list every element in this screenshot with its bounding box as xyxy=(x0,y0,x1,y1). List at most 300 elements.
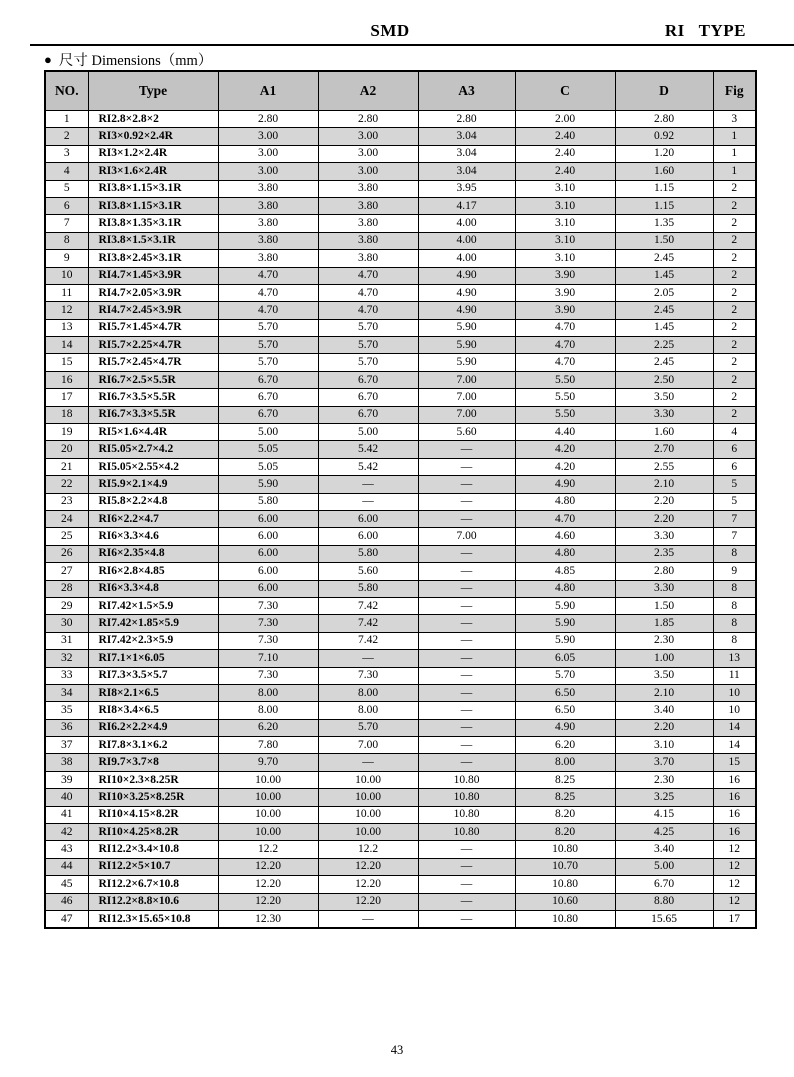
d-cell: 3.50 xyxy=(615,389,713,406)
type-cell: RI6.7×2.5×5.5R xyxy=(88,371,218,388)
d-cell: 2.45 xyxy=(615,250,713,267)
fig-cell: 2 xyxy=(713,267,756,284)
a3-cell: 4.17 xyxy=(418,197,515,214)
a2-cell: 10.00 xyxy=(318,771,418,788)
d-cell: 2.30 xyxy=(615,771,713,788)
no-cell: 9 xyxy=(45,250,88,267)
c-cell: 6.20 xyxy=(515,737,615,754)
no-cell: 20 xyxy=(45,441,88,458)
type-cell: RI6×2.8×4.85 xyxy=(88,563,218,580)
a2-cell: 5.70 xyxy=(318,354,418,371)
type-cell: RI5.7×1.45×4.7R xyxy=(88,319,218,336)
d-cell: 2.45 xyxy=(615,302,713,319)
no-cell: 17 xyxy=(45,389,88,406)
no-cell: 34 xyxy=(45,684,88,701)
a1-cell: 7.30 xyxy=(218,615,318,632)
fig-cell: 2 xyxy=(713,232,756,249)
fig-cell: 4 xyxy=(713,424,756,441)
table-row xyxy=(45,893,756,910)
table-row xyxy=(45,806,756,823)
d-cell: 1.45 xyxy=(615,319,713,336)
a1-cell: 3.00 xyxy=(218,163,318,180)
a1-cell: 7.30 xyxy=(218,667,318,684)
a2-cell: 3.80 xyxy=(318,215,418,232)
a1-cell: 9.70 xyxy=(218,754,318,771)
no-cell: 15 xyxy=(45,354,88,371)
no-cell: 10 xyxy=(45,267,88,284)
table-row xyxy=(45,510,756,527)
c-cell: 5.90 xyxy=(515,632,615,649)
a1-cell: 3.80 xyxy=(218,232,318,249)
type-cell: RI8×2.1×6.5 xyxy=(88,684,218,701)
type-cell: RI4.7×1.45×3.9R xyxy=(88,267,218,284)
doc-title-smd: SMD xyxy=(370,21,410,40)
d-cell: 8.80 xyxy=(615,893,713,910)
table-row xyxy=(45,858,756,875)
a3-cell: 7.00 xyxy=(418,406,515,423)
type-cell: RI5×1.6×4.4R xyxy=(88,424,218,441)
a1-cell: 6.00 xyxy=(218,580,318,597)
d-cell: 3.40 xyxy=(615,841,713,858)
type-cell: RI3.8×1.35×3.1R xyxy=(88,215,218,232)
c-cell: 3.90 xyxy=(515,267,615,284)
type-cell: RI6×3.3×4.8 xyxy=(88,580,218,597)
table-row xyxy=(45,406,756,423)
c-cell: 3.10 xyxy=(515,250,615,267)
a2-cell: 4.70 xyxy=(318,267,418,284)
a1-cell: 7.30 xyxy=(218,597,318,614)
fig-cell: 16 xyxy=(713,824,756,841)
a2-cell: — xyxy=(318,910,418,928)
a1-cell: 5.00 xyxy=(218,424,318,441)
a2-cell: 7.30 xyxy=(318,667,418,684)
a2-cell: — xyxy=(318,476,418,493)
table-row xyxy=(45,650,756,667)
c-cell: 3.10 xyxy=(515,180,615,197)
page-number: 43 xyxy=(390,1043,404,1057)
type-cell: RI12.2×6.7×10.8 xyxy=(88,876,218,893)
c-cell: 5.70 xyxy=(515,667,615,684)
type-cell: RI7.8×3.1×6.2 xyxy=(88,737,218,754)
fig-cell: 9 xyxy=(713,563,756,580)
a1-cell: 5.70 xyxy=(218,319,318,336)
table-row xyxy=(45,789,756,806)
d-cell: 1.45 xyxy=(615,267,713,284)
no-cell: 1 xyxy=(45,111,88,128)
table-row xyxy=(45,197,756,214)
c-cell: 6.50 xyxy=(515,684,615,701)
a3-cell: 10.80 xyxy=(418,806,515,823)
a2-cell: 5.70 xyxy=(318,319,418,336)
a3-cell: 10.80 xyxy=(418,789,515,806)
c-cell: 4.20 xyxy=(515,441,615,458)
table-row xyxy=(45,910,756,928)
fig-cell: 2 xyxy=(713,302,756,319)
fig-cell: 2 xyxy=(713,319,756,336)
table-row xyxy=(45,250,756,267)
a3-cell: — xyxy=(418,702,515,719)
table-row xyxy=(45,876,756,893)
type-cell: RI5.05×2.55×4.2 xyxy=(88,458,218,475)
d-cell: 1.20 xyxy=(615,145,713,162)
table-row xyxy=(45,163,756,180)
a1-cell: 5.05 xyxy=(218,458,318,475)
c-cell: 8.20 xyxy=(515,806,615,823)
a1-cell: 12.20 xyxy=(218,858,318,875)
table-row xyxy=(45,284,756,301)
type-cell: RI3.8×1.5×3.1R xyxy=(88,232,218,249)
fig-cell: 8 xyxy=(713,597,756,614)
type-cell: RI12.2×5×10.7 xyxy=(88,858,218,875)
no-cell: 21 xyxy=(45,458,88,475)
type-cell: RI7.42×1.5×5.9 xyxy=(88,597,218,614)
no-cell: 42 xyxy=(45,824,88,841)
type-cell: RI7.1×1×6.05 xyxy=(88,650,218,667)
a2-cell: 5.42 xyxy=(318,458,418,475)
d-cell: 4.15 xyxy=(615,806,713,823)
no-cell: 45 xyxy=(45,876,88,893)
a2-cell: 4.70 xyxy=(318,284,418,301)
fig-cell: 2 xyxy=(713,197,756,214)
table-row xyxy=(45,319,756,336)
a3-cell: 5.90 xyxy=(418,337,515,354)
type-cell: RI3.8×1.15×3.1R xyxy=(88,180,218,197)
c-cell: 4.80 xyxy=(515,493,615,510)
d-cell: 6.70 xyxy=(615,876,713,893)
c-cell: 5.50 xyxy=(515,371,615,388)
d-cell: 3.30 xyxy=(615,406,713,423)
a2-cell: 7.42 xyxy=(318,632,418,649)
type-cell: RI5.7×2.25×4.7R xyxy=(88,337,218,354)
table-row xyxy=(45,667,756,684)
no-cell: 6 xyxy=(45,197,88,214)
a2-cell: 3.80 xyxy=(318,250,418,267)
d-cell: 2.55 xyxy=(615,458,713,475)
table-row xyxy=(45,771,756,788)
type-cell: RI5.9×2.1×4.9 xyxy=(88,476,218,493)
type-cell: RI12.2×3.4×10.8 xyxy=(88,841,218,858)
c-cell: 4.80 xyxy=(515,545,615,562)
a2-cell: 3.80 xyxy=(318,197,418,214)
a1-cell: 12.30 xyxy=(218,910,318,928)
type-cell: RI7.42×1.85×5.9 xyxy=(88,615,218,632)
a2-cell: 12.20 xyxy=(318,858,418,875)
table-row xyxy=(45,597,756,614)
dimensions-table xyxy=(44,70,757,929)
c-cell: 4.80 xyxy=(515,580,615,597)
type-cell: RI5.8×2.2×4.8 xyxy=(88,493,218,510)
d-cell: 5.00 xyxy=(615,858,713,875)
d-cell: 4.25 xyxy=(615,824,713,841)
fig-cell: 2 xyxy=(713,389,756,406)
type-cell: RI12.3×15.65×10.8 xyxy=(88,910,218,928)
c-cell: 4.20 xyxy=(515,458,615,475)
a2-cell: 8.00 xyxy=(318,702,418,719)
c-cell: 10.80 xyxy=(515,841,615,858)
a1-cell: 5.80 xyxy=(218,493,318,510)
a3-cell: 3.04 xyxy=(418,163,515,180)
a2-cell: 3.00 xyxy=(318,145,418,162)
fig-cell: 2 xyxy=(713,250,756,267)
type-cell: RI6×3.3×4.6 xyxy=(88,528,218,545)
type-cell: RI6.7×3.3×5.5R xyxy=(88,406,218,423)
c-cell: 4.40 xyxy=(515,424,615,441)
a3-cell: 3.04 xyxy=(418,145,515,162)
d-cell: 2.25 xyxy=(615,337,713,354)
table-row xyxy=(45,702,756,719)
no-cell: 30 xyxy=(45,615,88,632)
a3-cell: 5.60 xyxy=(418,424,515,441)
table-row xyxy=(45,632,756,649)
a3-cell: — xyxy=(418,667,515,684)
fig-cell: 6 xyxy=(713,441,756,458)
a3-cell: — xyxy=(418,476,515,493)
c-cell: 3.10 xyxy=(515,232,615,249)
a1-cell: 6.20 xyxy=(218,719,318,736)
c-cell: 4.85 xyxy=(515,563,615,580)
no-cell: 26 xyxy=(45,545,88,562)
c-cell: 4.70 xyxy=(515,510,615,527)
type-cell: RI3.8×2.45×3.1R xyxy=(88,250,218,267)
fig-cell: 7 xyxy=(713,528,756,545)
a3-cell: — xyxy=(418,719,515,736)
a1-cell: 3.80 xyxy=(218,180,318,197)
a2-cell: 6.00 xyxy=(318,510,418,527)
a3-cell: — xyxy=(418,615,515,632)
d-cell: 2.10 xyxy=(615,684,713,701)
a1-cell: 3.80 xyxy=(218,250,318,267)
no-cell: 47 xyxy=(45,910,88,928)
c-cell: 3.10 xyxy=(515,215,615,232)
c-cell: 8.25 xyxy=(515,771,615,788)
d-cell: 2.35 xyxy=(615,545,713,562)
fig-cell: 5 xyxy=(713,476,756,493)
section-heading xyxy=(44,49,212,70)
c-cell: 10.80 xyxy=(515,876,615,893)
fig-cell: 1 xyxy=(713,145,756,162)
fig-cell: 16 xyxy=(713,806,756,823)
c-cell: 10.70 xyxy=(515,858,615,875)
table-row xyxy=(45,389,756,406)
d-cell: 1.15 xyxy=(615,180,713,197)
a3-cell: — xyxy=(418,580,515,597)
a3-cell: 2.80 xyxy=(418,111,515,128)
table-header-row xyxy=(45,71,756,111)
a1-cell: 7.80 xyxy=(218,737,318,754)
fig-cell: 10 xyxy=(713,684,756,701)
type-cell: RI5.7×2.45×4.7R xyxy=(88,354,218,371)
a2-cell: — xyxy=(318,650,418,667)
a3-cell: — xyxy=(418,650,515,667)
table-row xyxy=(45,267,756,284)
a3-cell: — xyxy=(418,737,515,754)
a1-cell: 10.00 xyxy=(218,789,318,806)
table-row xyxy=(45,111,756,128)
d-cell: 2.20 xyxy=(615,493,713,510)
a2-cell: 3.80 xyxy=(318,232,418,249)
type-cell: RI4.7×2.05×3.9R xyxy=(88,284,218,301)
c-cell: 2.00 xyxy=(515,111,615,128)
a2-cell: 7.42 xyxy=(318,597,418,614)
a2-cell: 6.70 xyxy=(318,389,418,406)
no-cell: 27 xyxy=(45,563,88,580)
a2-cell: 3.00 xyxy=(318,163,418,180)
table-row xyxy=(45,684,756,701)
no-cell: 5 xyxy=(45,180,88,197)
a1-cell: 5.70 xyxy=(218,337,318,354)
c-cell: 4.60 xyxy=(515,528,615,545)
table-row xyxy=(45,841,756,858)
a1-cell: 4.70 xyxy=(218,302,318,319)
c-cell: 4.70 xyxy=(515,337,615,354)
a1-cell: 6.00 xyxy=(218,528,318,545)
type-cell: RI3.8×1.15×3.1R xyxy=(88,197,218,214)
d-cell: 1.50 xyxy=(615,597,713,614)
fig-cell: 10 xyxy=(713,702,756,719)
a1-cell: 6.70 xyxy=(218,389,318,406)
c-cell: 8.25 xyxy=(515,789,615,806)
fig-cell: 12 xyxy=(713,858,756,875)
d-cell: 2.80 xyxy=(615,563,713,580)
a1-cell: 6.00 xyxy=(218,510,318,527)
a1-cell: 8.00 xyxy=(218,684,318,701)
no-cell: 31 xyxy=(45,632,88,649)
a2-cell: 7.42 xyxy=(318,615,418,632)
table-row xyxy=(45,302,756,319)
a3-cell: — xyxy=(418,441,515,458)
a1-cell: 4.70 xyxy=(218,267,318,284)
doc-title-ri-type: RI TYPE xyxy=(664,21,746,40)
table-row xyxy=(45,441,756,458)
a2-cell: 5.70 xyxy=(318,719,418,736)
a3-cell: 4.00 xyxy=(418,215,515,232)
type-cell: RI10×2.3×8.25R xyxy=(88,771,218,788)
col-header-a2: A2 xyxy=(318,71,418,111)
a3-cell: — xyxy=(418,632,515,649)
a1-cell: 10.00 xyxy=(218,806,318,823)
fig-cell: 2 xyxy=(713,180,756,197)
a2-cell: 2.80 xyxy=(318,111,418,128)
type-cell: RI4.7×2.45×3.9R xyxy=(88,302,218,319)
c-cell: 5.90 xyxy=(515,597,615,614)
c-cell: 4.90 xyxy=(515,476,615,493)
no-cell: 23 xyxy=(45,493,88,510)
c-cell: 4.70 xyxy=(515,354,615,371)
table-row xyxy=(45,145,756,162)
a3-cell: — xyxy=(418,545,515,562)
table-row xyxy=(45,545,756,562)
d-cell: 15.65 xyxy=(615,910,713,928)
no-cell: 19 xyxy=(45,424,88,441)
no-cell: 28 xyxy=(45,580,88,597)
a2-cell: 5.00 xyxy=(318,424,418,441)
type-cell: RI3×1.2×2.4R xyxy=(88,145,218,162)
a3-cell: 7.00 xyxy=(418,528,515,545)
type-cell: RI6×2.35×4.8 xyxy=(88,545,218,562)
table-row xyxy=(45,737,756,754)
c-cell: 5.90 xyxy=(515,615,615,632)
fig-cell: 15 xyxy=(713,754,756,771)
no-cell: 8 xyxy=(45,232,88,249)
fig-cell: 1 xyxy=(713,163,756,180)
d-cell: 3.10 xyxy=(615,737,713,754)
col-header-fig: Fig xyxy=(713,71,756,111)
no-cell: 18 xyxy=(45,406,88,423)
d-cell: 2.30 xyxy=(615,632,713,649)
d-cell: 1.60 xyxy=(615,163,713,180)
d-cell: 3.30 xyxy=(615,528,713,545)
fig-cell: 7 xyxy=(713,510,756,527)
table-row xyxy=(45,615,756,632)
col-header-type: Type xyxy=(88,71,218,111)
no-cell: 24 xyxy=(45,510,88,527)
a2-cell: 10.00 xyxy=(318,806,418,823)
c-cell: 2.40 xyxy=(515,145,615,162)
no-cell: 22 xyxy=(45,476,88,493)
a3-cell: — xyxy=(418,563,515,580)
c-cell: 2.40 xyxy=(515,163,615,180)
a2-cell: 12.20 xyxy=(318,893,418,910)
d-cell: 1.60 xyxy=(615,424,713,441)
a1-cell: 6.00 xyxy=(218,563,318,580)
fig-cell: 14 xyxy=(713,737,756,754)
fig-cell: 1 xyxy=(713,128,756,145)
a1-cell: 6.00 xyxy=(218,545,318,562)
a3-cell: 3.04 xyxy=(418,128,515,145)
a3-cell: — xyxy=(418,510,515,527)
col-header-a1: A1 xyxy=(218,71,318,111)
a3-cell: 4.00 xyxy=(418,250,515,267)
fig-cell: 8 xyxy=(713,632,756,649)
fig-cell: 2 xyxy=(713,354,756,371)
a1-cell: 7.10 xyxy=(218,650,318,667)
col-header-a3: A3 xyxy=(418,71,515,111)
no-cell: 4 xyxy=(45,163,88,180)
c-cell: 3.90 xyxy=(515,302,615,319)
table-row xyxy=(45,371,756,388)
fig-cell: 6 xyxy=(713,458,756,475)
a3-cell: 10.80 xyxy=(418,824,515,841)
a2-cell: — xyxy=(318,754,418,771)
table-row xyxy=(45,128,756,145)
c-cell: 5.50 xyxy=(515,406,615,423)
a2-cell: 5.42 xyxy=(318,441,418,458)
fig-cell: 14 xyxy=(713,719,756,736)
type-cell: RI9.7×3.7×8 xyxy=(88,754,218,771)
d-cell: 2.10 xyxy=(615,476,713,493)
page-header xyxy=(0,21,794,43)
type-cell: RI6.2×2.2×4.9 xyxy=(88,719,218,736)
a1-cell: 5.70 xyxy=(218,354,318,371)
a3-cell: — xyxy=(418,754,515,771)
fig-cell: 12 xyxy=(713,893,756,910)
c-cell: 6.05 xyxy=(515,650,615,667)
a3-cell: 4.90 xyxy=(418,267,515,284)
a3-cell: 5.90 xyxy=(418,354,515,371)
c-cell: 5.50 xyxy=(515,389,615,406)
type-cell: RI3×1.6×2.4R xyxy=(88,163,218,180)
a2-cell: 10.00 xyxy=(318,824,418,841)
col-header-c: C xyxy=(515,71,615,111)
d-cell: 3.40 xyxy=(615,702,713,719)
a1-cell: 10.00 xyxy=(218,824,318,841)
section-heading-text: 尺寸 Dimensions（mm） xyxy=(58,53,213,69)
a2-cell: 5.80 xyxy=(318,580,418,597)
no-cell: 40 xyxy=(45,789,88,806)
d-cell: 1.00 xyxy=(615,650,713,667)
a2-cell: 12.2 xyxy=(318,841,418,858)
a3-cell: — xyxy=(418,684,515,701)
